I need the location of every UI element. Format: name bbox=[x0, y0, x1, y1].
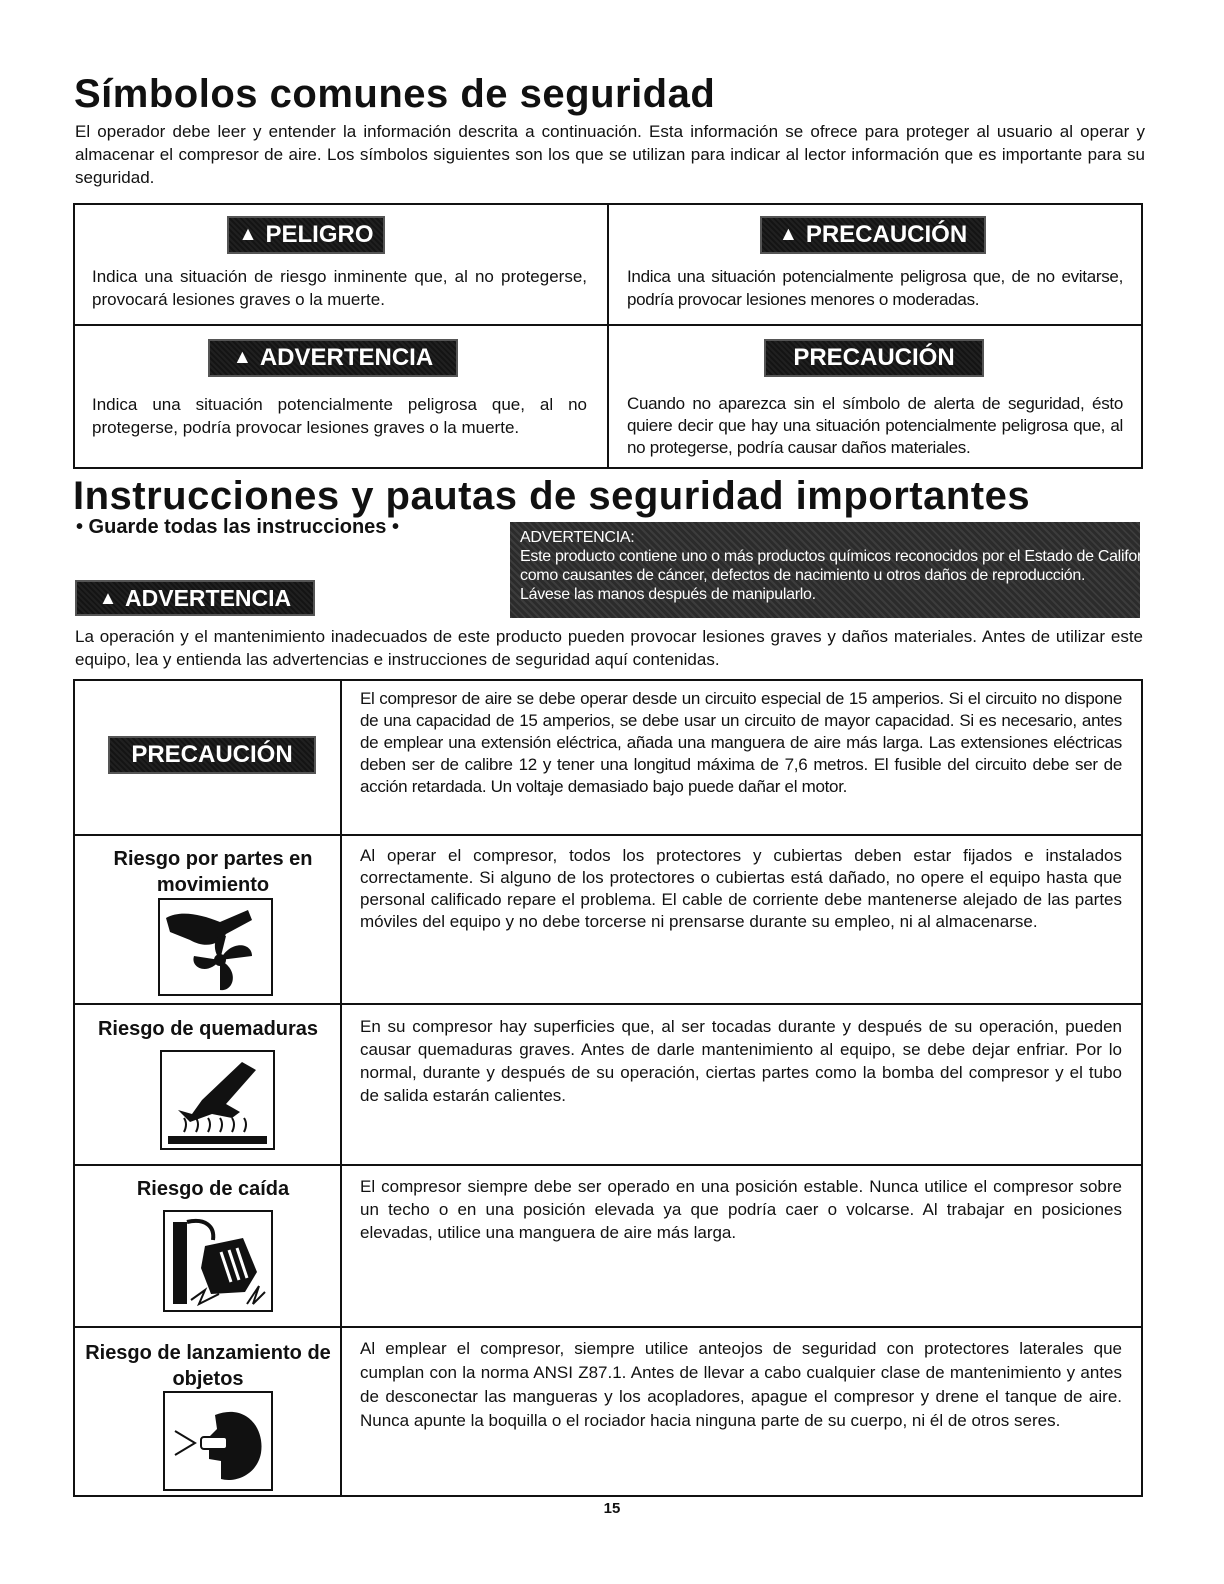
advertencia-warning-badge: ▲ ADVERTENCIA bbox=[75, 580, 315, 616]
alert-triangle-icon: ▲ bbox=[778, 224, 798, 245]
fall-hazard-title: Riesgo de caída bbox=[136, 1178, 290, 1200]
section-title-simbolos: Símbolos comunes de seguridad bbox=[74, 72, 716, 116]
advertencia-description: Indica una situación potencialmente peligrosa que, al no protegerse, podría provocar lesiones graves o la muerte. bbox=[92, 395, 587, 437]
section-title-instrucciones: Instrucciones y pautas de seguridad importantes bbox=[73, 474, 1031, 518]
fall-hazard-icon bbox=[163, 1210, 273, 1312]
precaucion-alert-badge: ▲ PRECAUCIÓN bbox=[760, 216, 986, 254]
peligro-badge: ▲ PELIGRO bbox=[227, 216, 385, 254]
row4-text: El compresor siempre debe ser operado en una posición estable. Nunca utilice el compresor sobre un techo o en una posición elevada ya que podría caer o volcarse. Al trabajar en posiciones elevadas, utilice una manguera de aire más larga. bbox=[360, 1177, 1122, 1242]
section-intro: El operador debe leer y entender la información descrita a continuación. Esta información se ofrece para proteger al usuario al operar y almacenar el compresor de aire. Los símbolos siguientes son los que se utilizan para indicar al lector información que es importante para su seguridad. bbox=[75, 122, 1145, 187]
precaucion-row-badge: PRECAUCIÓN bbox=[108, 736, 316, 774]
precaucion-alert-description: Indica una situación potencialmente peligrosa que, de no evitarse, podría provocar lesiones menores o moderadas. bbox=[627, 267, 1123, 309]
save-instructions-subtitle: • Guarde todas las instrucciones • bbox=[76, 516, 399, 538]
eye-protection-icon bbox=[163, 1391, 273, 1491]
prop65-line: como causantes de cáncer, defectos de nacimiento u otros daños de reproducción. bbox=[520, 567, 1086, 584]
alert-triangle-icon: ▲ bbox=[232, 347, 252, 368]
prop65-line: Este producto contiene uno o más productos químicos reconocidos por el Estado de California bbox=[520, 548, 1163, 565]
burn-hazard-icon bbox=[160, 1050, 275, 1150]
row3-text: En su compresor hay superficies que, al ser tocadas durante y después de su operación, pueden causar quemaduras graves. Antes de darle mantenimiento al equipo, se debe dejar enfriar. Por lo normal, durante y después de su operación, ciertas partes como la bomba del compresor y el tubo de salida estarán calientes. bbox=[360, 1017, 1122, 1105]
moving-parts-icon bbox=[158, 898, 273, 996]
peligro-description: Indica una situación de riesgo inminente que, al no protegerse, provocará lesiones graves o la muerte. bbox=[92, 267, 587, 309]
prop65-heading: ADVERTENCIA: bbox=[520, 529, 635, 546]
page-number: 15 bbox=[603, 1500, 621, 1517]
row5-text: Al emplear el compresor, siempre utilice anteojos de seguridad con protectores laterales que cumplan con la norma ANSI Z87.1. Antes de llevar a cabo cualquier clase de mantenimiento y antes de desconectar las mangueras y los acopladores, apague el compresor y drene el tanque de aire. Nunca apunte la boquilla o el rociador hacia ninguna parte de su cuerpo, ni él de otros seres. bbox=[360, 1339, 1122, 1430]
advertencia-badge: ▲ ADVERTENCIA bbox=[208, 339, 458, 377]
precaucion-description: Cuando no aparezca sin el símbolo de alerta de seguridad, ésto quiere decir que hay una situación potencialmente peligrosa que, al no protegerse, podría causar daños materiales. bbox=[627, 394, 1123, 457]
alert-triangle-icon: ▲ bbox=[98, 587, 118, 608]
row1-text: El compresor de aire se debe operar desde un circuito especial de 15 amperios. Si el circuito no dispone de una capacidad de 15 amperios, se debe usar un circuito de mayor capacidad. Si es necesario, antes de emplear una extensión eléctrica, añada una manguera de aire más larga. Las extensiones eléctricas deben ser de calibre 12 y tener una longitud máxima de 7,6 metros. El fusible del circuito debe ser de acción retardada. Un voltaje demasiado bajo puede dañar el motor. bbox=[360, 689, 1122, 796]
precaucion-badge: PRECAUCIÓN bbox=[764, 339, 984, 377]
warning-text: La operación y el mantenimiento inadecuados de este producto pueden provocar lesiones graves y daños materiales. Antes de utilizar este equipo, lea y entienda las advertencias e instrucciones de seguridad aquí contenidas. bbox=[75, 627, 1143, 669]
moving-parts-title: Riesgo por partes en movimiento bbox=[113, 848, 313, 896]
prop65-line: Lávese las manos después de manipularlo. bbox=[520, 586, 816, 603]
burn-hazard-title: Riesgo de quemaduras bbox=[97, 1018, 319, 1040]
prop65-warning-box bbox=[510, 522, 1163, 618]
row2-text: Al operar el compresor, todos los protectores y cubiertas deben estar fijados e instalados correctamente. Si alguno de los protectores o cubiertas está dañado, no opere el equipo hasta que personal calificado repare el problema. El cable de corriente debe mantenerse alejado de las partes móviles del equipo y no debe torcerse ni prensarse durante su empleo, ni al almacenarse. bbox=[360, 846, 1122, 931]
alert-triangle-icon: ▲ bbox=[238, 224, 258, 245]
projectile-hazard-title: Riesgo de lanzamiento de objetos bbox=[85, 1342, 331, 1390]
